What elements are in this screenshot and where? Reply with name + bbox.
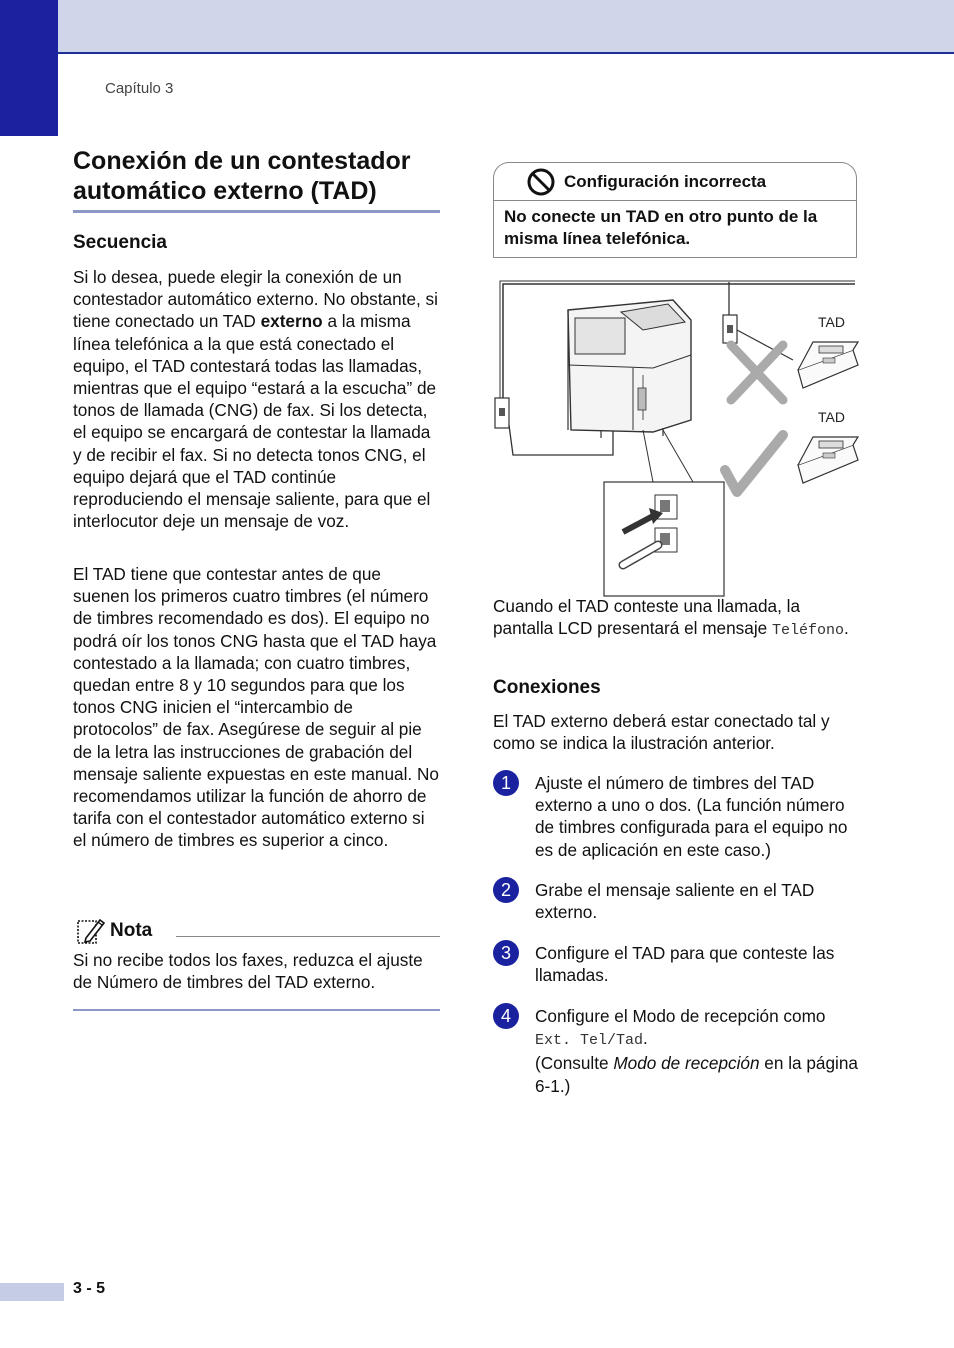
footer-band: [0, 1283, 64, 1301]
paragraph-1: Si lo desea, puede elegir la conexión de un contestador automático externo. No obstante, si tiene conectado un TAD externo a la misma línea telefónica a la que está conectado el equipo, el TAD contestará todas las llamadas, mientras que el equipo “estará a la escucha” de tonos de llamada (CNG) de fax. Si los detecta, el equipo se encargará de contestar la llamada y de recibir el fax. Si no detecta tonos CNG, el equipo dejará que el TAD continúe reproduciendo el mensaje saliente, para que el interlocutor deje un mensaje de voz.: [73, 267, 438, 532]
note-text: Si no recibe todos los faxes, reduzca el ajuste de Número de timbres del TAD externo.: [73, 950, 423, 993]
incorrect-x-icon: [731, 345, 783, 400]
lcd-message-text: Teléfono: [771, 622, 844, 640]
step-text-3: Configure el TAD para que conteste las llamadas.: [535, 943, 835, 986]
note-header: [76, 916, 440, 946]
mode-value: Ext. Tel/Tad: [535, 1032, 644, 1050]
wall-jack-left: [495, 398, 509, 428]
warning-header: [493, 162, 857, 200]
chapter-label: Capítulo 3: [105, 80, 174, 97]
lcd-message-paragraph: Cuando el TAD conteste una llamada, la pantalla LCD presentará el mensaje Teléfono.: [493, 596, 849, 640]
tad-label-bottom: TAD: [818, 409, 845, 425]
answering-machine-top: [798, 342, 858, 388]
note-pencil-icon: [76, 916, 106, 946]
conexiones-paragraph: El TAD externo deberá estar conectado tal y como se indica la ilustración anterior.: [493, 711, 830, 754]
answering-machine-bottom: [798, 437, 858, 483]
note-title: Nota: [110, 920, 153, 941]
bold-externo: externo: [260, 311, 323, 332]
correct-check-icon: [725, 435, 783, 492]
step-text-4: Configure el Modo de recepción como Ext. Tel/Tad. (Consulte Modo de recepción en la página 6-1.): [535, 1006, 858, 1096]
page-title: Conexión de un contestador automático externo (TAD): [73, 147, 411, 205]
wall-jack-right: [723, 315, 737, 343]
step-number-3: 3: [493, 940, 519, 966]
chapter-tab-marker: [0, 0, 58, 136]
connection-diagram: [493, 270, 863, 600]
section-heading-conexiones: Conexiones: [493, 677, 601, 698]
note-divider: [176, 936, 440, 937]
warning-title: Configuración incorrecta: [564, 172, 767, 191]
title-underline: [73, 210, 440, 213]
step-number-4: 4: [493, 1003, 519, 1029]
note-bottom-rule: [73, 1009, 440, 1011]
step-number-1: 1: [493, 770, 519, 796]
step-number-2: 2: [493, 877, 519, 903]
step-text-2: Grabe el mensaje saliente en el TAD externo.: [535, 880, 815, 923]
tad-label-top: TAD: [818, 314, 845, 330]
section-heading-secuencia: Secuencia: [73, 232, 167, 253]
header-band: [0, 0, 954, 54]
paragraph-2: El TAD tiene que contestar antes de que suenen los primeros cuatro timbres (el número de timbres recomendado es dos). El equipo no podrá oír los tonos CNG hasta que el TAD haya contestado a la llamada; con cuatro timbres, quedan entre 8 y 10 segundos para que los tonos CNG inicien el “intercambio de protocolos” de fax. Asegúrese de seguir al pie de la letra las instrucciones de grabación del mensaje saliente expuestas en este manual. No recomendamos utilizar la función de ahorro de tarifa con el contestador automático externo si el número de timbres es superior a cinco.: [73, 564, 439, 851]
fax-machine-illustration: [568, 300, 691, 438]
warning-text: No conecte un TAD en otro punto de la misma línea telefónica.: [493, 200, 857, 258]
page-number: 3 - 5: [73, 1280, 106, 1297]
prohibited-icon: [526, 167, 556, 197]
warning-box: [493, 162, 857, 258]
step-text-1: Ajuste el número de timbres del TAD externo a uno o dos. (La función número de timbres configurada para el equipo no es de aplicación en este caso.): [535, 773, 848, 860]
cross-reference-link[interactable]: Modo de recepción: [613, 1053, 760, 1074]
